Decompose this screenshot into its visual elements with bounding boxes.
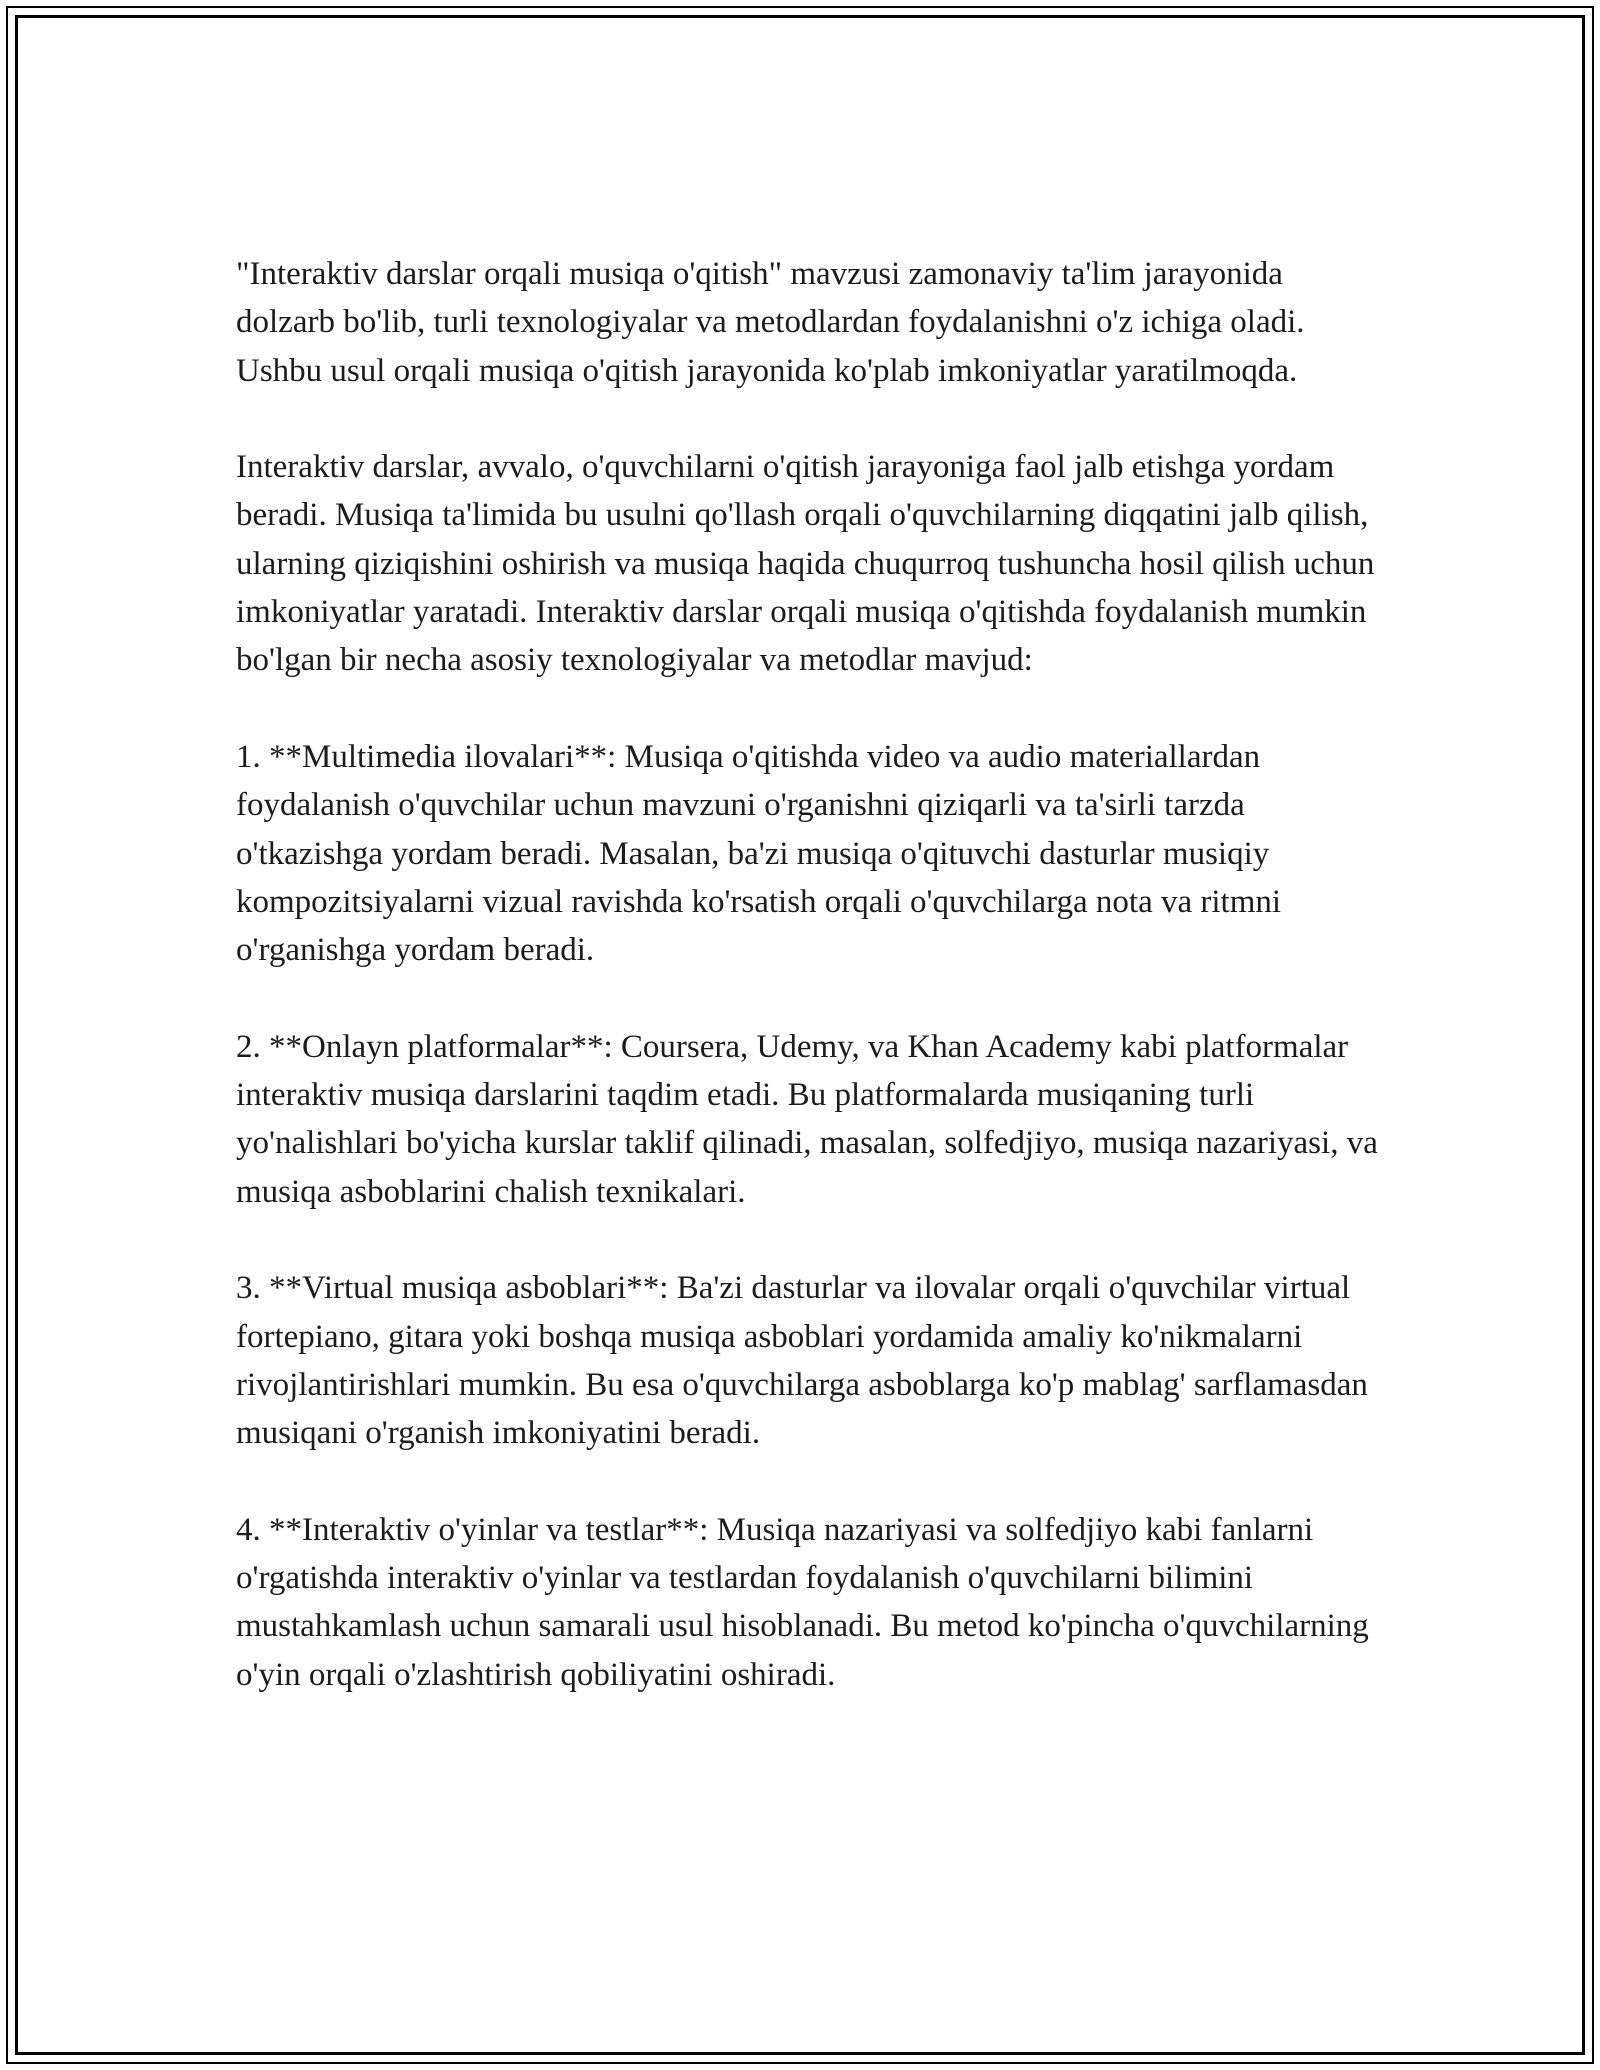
document-body <box>236 250 1386 1699</box>
overview-paragraph: Interaktiv darslar, avvalo, o'quvchilarni o'qitish jarayoniga faol jalb etishga yordam beradi. Musiqa ta'limida bu usulni qo'llash orqali o'quvchilarning diqqatini jalb qilish, ularning qiziqishini oshirish va musiqa haqida chuqurroq tushuncha hosil qilish uchun imkoniyatlar yaratadi. Interaktiv darslar orqali musiqa o'qitishda foydalanish mumkin bo'lgan bir necha asosiy texnologiyalar va metodlar mavjud: <box>236 449 1375 679</box>
list-item-online-platforms: 2. **Onlayn platformalar**: Coursera, Udemy, va Khan Academy kabi platformalar interaktiv musiqa darslarini taqdim etadi. Bu platformalarda musiqaning turli yo'nalishlari bo'yicha kurslar taklif qilinadi, masalan, solfedjiyo, musiqa nazariyasi, va musiqa asboblarini chalish texnikalari. <box>236 1028 1378 1210</box>
list-item-multimedia: 1. **Multimedia ilovalari**: Musiqa o'qitishda video va audio materiallardan foydalanish o'quvchilar uchun mavzuni o'rganishni qiziqarli va ta'sirli tarzda o'tkazishga yordam beradi. Masalan, ba'zi musiqa o'qituvchi dasturlar musiqiy kompozitsiyalarni vizual ravishda ko'rsatish orqali o'quvchilarga nota va ritmni o'rganishga yordam beradi. <box>236 738 1282 969</box>
intro-paragraph: "Interaktiv darslar orqali musiqa o'qitish" mavzusi zamonaviy ta'lim jarayonida dolzarb bo'lib, turli texnologiyalar va metodlardan foydalanishni o'z ichiga oladi. Ushbu usul orqali musiqa o'qitish jarayonida ko'plab imkoniyatlar yaratilmoqda. <box>236 256 1305 389</box>
list-item-games-tests: 4. **Interaktiv o'yinlar va testlar**: Musiqa nazariyasi va solfedjiyo kabi fanlarni o'rgatishda interaktiv o'yinlar va testlardan foydalanish o'quvchilarni bilimini mustahkamlash uchun samarali usul hisoblanadi. Bu metod ko'pincha o'quvchilarning o'yin orqali o'zlashtirish qobiliyatini oshiradi. <box>236 1511 1369 1693</box>
list-item-virtual-instruments: 3. **Virtual musiqa asboblari**: Ba'zi dasturlar va ilovalar orqali o'quvchilar virtual fortepiano, gitara yoki boshqa musiqa asboblari yordamida amaliy ko'nikmalarni rivojlantirishlari mumkin. Bu esa o'quvchilarga asboblarga ko'p mablag' sarflamasdan musiqani o'rganish imkoniyatini beradi. <box>236 1270 1368 1452</box>
